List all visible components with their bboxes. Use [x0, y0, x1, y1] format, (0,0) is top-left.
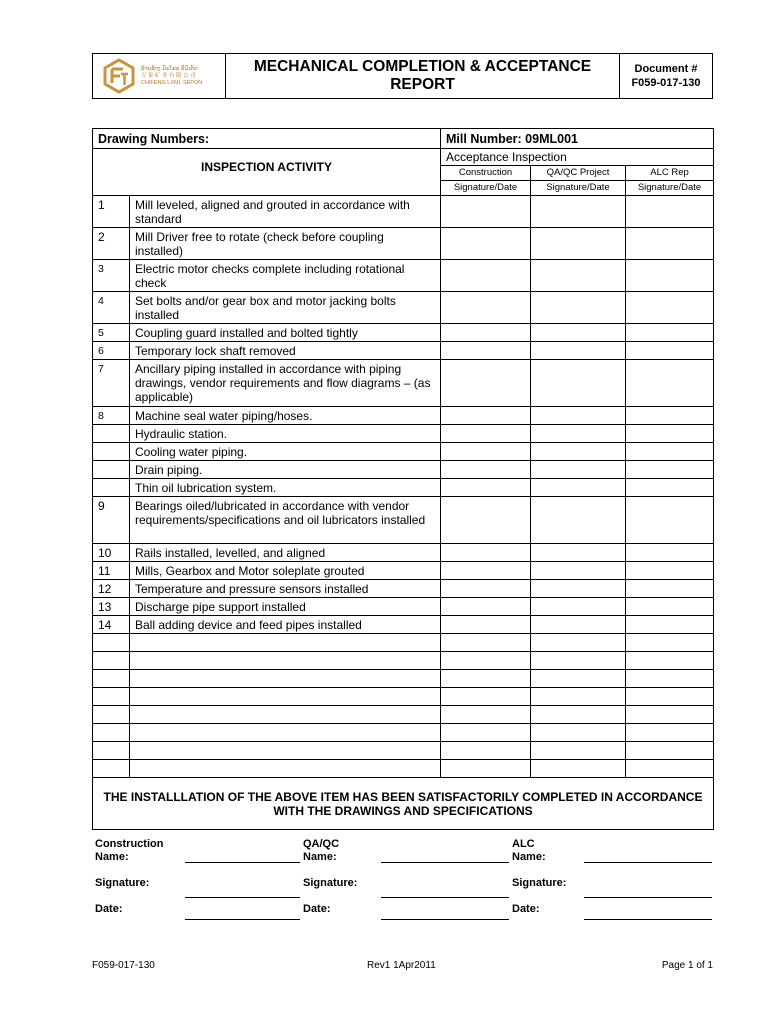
- qaqc-signature-cell[interactable]: [531, 688, 626, 706]
- alc-signature-cell[interactable]: [626, 562, 714, 580]
- qaqc-signoff-heading: QA/QC: [303, 838, 340, 850]
- alc-signature-cell[interactable]: [626, 670, 714, 688]
- item-text: Mill Driver free to rotate (check before coupling installed): [130, 228, 441, 260]
- title-line-2: REPORT: [390, 76, 455, 93]
- construction-signature-cell[interactable]: [441, 562, 531, 580]
- construction-signature-cell[interactable]: [441, 407, 531, 425]
- item-text: Rails installed, levelled, and aligned: [130, 544, 441, 562]
- completion-statement: THE INSTALLLATION OF THE ABOVE ITEM HAS BEEN SATISFACTORILY COMPLETED IN ACCORDANCE WITH THE DRAWINGS AND SPECIFICATIONS: [93, 778, 714, 830]
- alc-signature-cell[interactable]: [626, 228, 714, 260]
- table-row: [93, 497, 714, 544]
- acceptance-inspection-header: Acceptance Inspection: [441, 149, 714, 166]
- qaqc-signature-cell[interactable]: [531, 497, 626, 544]
- table-row: [93, 196, 714, 228]
- alc-signature-cell[interactable]: [626, 634, 714, 652]
- item-number: 1: [93, 196, 130, 228]
- construction-signature-label: Signature:: [95, 877, 150, 889]
- document-number-box: [620, 54, 712, 98]
- qaqc-signature-cell[interactable]: [531, 760, 626, 778]
- drawing-numbers-label: Drawing Numbers:: [93, 129, 441, 149]
- construction-name-line[interactable]: [185, 862, 300, 863]
- qaqc-signature-cell[interactable]: [531, 634, 626, 652]
- qaqc-date-label: Date:: [303, 903, 331, 915]
- alc-signature-cell[interactable]: [626, 324, 714, 342]
- construction-signature-cell[interactable]: [441, 360, 531, 407]
- item-number: 7: [93, 360, 130, 407]
- empty-item-cell[interactable]: [130, 742, 441, 760]
- table-row: [93, 342, 714, 360]
- item-text: Temporary lock shaft removed: [130, 342, 441, 360]
- construction-signature-cell[interactable]: [441, 634, 531, 652]
- alc-signature-cell[interactable]: [626, 260, 714, 292]
- alc-signature-label: Signature:: [512, 877, 567, 889]
- alc-signature-cell[interactable]: [626, 598, 714, 616]
- construction-signature-cell[interactable]: [441, 196, 531, 228]
- alc-name-line[interactable]: [584, 862, 712, 863]
- construction-signature-cell[interactable]: [441, 598, 531, 616]
- alc-signature-cell[interactable]: [626, 425, 714, 443]
- alc-signature-cell[interactable]: [626, 360, 714, 407]
- alc-signature-cell[interactable]: [626, 497, 714, 544]
- qaqc-signature-cell[interactable]: [531, 544, 626, 562]
- construction-signature-cell[interactable]: [441, 324, 531, 342]
- construction-name-label: Name:: [95, 851, 129, 863]
- col-alc-signature: Signature/Date: [626, 181, 714, 196]
- construction-signature-cell[interactable]: [441, 342, 531, 360]
- item-text: Electric motor checks complete including rotational check: [130, 260, 441, 292]
- item-number: 5: [93, 324, 130, 342]
- construction-signature-cell[interactable]: [441, 544, 531, 562]
- empty-item-cell[interactable]: [130, 760, 441, 778]
- col-alc-rep: ALC Rep: [626, 166, 714, 181]
- logo-text-english: CHIFENG LXML SEPON: [141, 79, 203, 86]
- item-text: Thin oil lubrication system.: [130, 479, 441, 497]
- alc-signature-cell[interactable]: [626, 652, 714, 670]
- qaqc-signature-cell[interactable]: [531, 670, 626, 688]
- item-text: Discharge pipe support installed: [130, 598, 441, 616]
- construction-signature-cell[interactable]: [441, 652, 531, 670]
- qaqc-signature-cell[interactable]: [531, 443, 626, 461]
- empty-table-row: [93, 688, 714, 706]
- item-text: Bearings oiled/lubricated in accordance with vendor requirements/specifications and oil lubricators installed: [130, 497, 441, 544]
- item-number: 2: [93, 228, 130, 260]
- construction-signature-cell[interactable]: [441, 443, 531, 461]
- item-text: Mill leveled, aligned and grouted in accordance with standard: [130, 196, 441, 228]
- empty-item-cell[interactable]: [130, 724, 441, 742]
- qaqc-signature-cell[interactable]: [531, 562, 626, 580]
- qaqc-signature-cell[interactable]: [531, 292, 626, 324]
- logo-text-lao: ລ້ານຊ້າງ ມິນໂຣລ ລີມິເຕັດ: [141, 65, 198, 72]
- alc-signature-cell[interactable]: [626, 342, 714, 360]
- item-number: [93, 461, 130, 479]
- qaqc-signature-cell[interactable]: [531, 228, 626, 260]
- table-row: [93, 544, 714, 562]
- alc-signature-cell[interactable]: [626, 461, 714, 479]
- construction-signature-cell[interactable]: [441, 742, 531, 760]
- qaqc-signature-cell[interactable]: [531, 598, 626, 616]
- company-logo-icon: [101, 58, 137, 94]
- item-number: [93, 425, 130, 443]
- footer-revision: Rev1 1Apr2011: [367, 960, 436, 971]
- item-text: Mills, Gearbox and Motor soleplate grouted: [130, 562, 441, 580]
- inspection-activity-header: INSPECTION ACTIVITY: [93, 149, 441, 196]
- qaqc-name-line[interactable]: [381, 862, 509, 863]
- document-number: F059-017-130: [631, 77, 701, 89]
- item-number: 8: [93, 407, 130, 425]
- qaqc-signature-cell[interactable]: [531, 260, 626, 292]
- table-row: [93, 425, 714, 443]
- table-row: [93, 324, 714, 342]
- construction-signature-line[interactable]: [185, 897, 300, 898]
- empty-table-row: [93, 724, 714, 742]
- qaqc-signature-cell[interactable]: [531, 360, 626, 407]
- alc-name-label: Name:: [512, 851, 546, 863]
- item-text: Coupling guard installed and bolted tightly: [130, 324, 441, 342]
- item-number: 14: [93, 616, 130, 634]
- alc-signature-cell[interactable]: [626, 292, 714, 324]
- empty-table-row: [93, 634, 714, 652]
- empty-table-row: [93, 760, 714, 778]
- alc-date-label: Date:: [512, 903, 540, 915]
- qaqc-date-line[interactable]: [381, 919, 509, 920]
- item-number: 13: [93, 598, 130, 616]
- table-row: [93, 407, 714, 425]
- empty-item-cell[interactable]: [130, 652, 441, 670]
- alc-signature-cell[interactable]: [626, 760, 714, 778]
- empty-table-row: [93, 652, 714, 670]
- qaqc-signature-cell[interactable]: [531, 461, 626, 479]
- item-number: 3: [93, 260, 130, 292]
- item-number: 12: [93, 580, 130, 598]
- construction-signature-cell[interactable]: [441, 479, 531, 497]
- construction-signature-cell[interactable]: [441, 461, 531, 479]
- item-number: 9: [93, 497, 130, 544]
- construction-signature-cell[interactable]: [441, 260, 531, 292]
- item-number: [93, 479, 130, 497]
- document-header: [92, 53, 713, 99]
- qaqc-signature-line[interactable]: [381, 897, 509, 898]
- qaqc-signature-cell[interactable]: [531, 742, 626, 760]
- item-text: Set bolts and/or gear box and motor jacking bolts installed: [130, 292, 441, 324]
- item-text: Ancillary piping installed in accordance with piping drawings, vendor requirements and flow diagrams – (as applicable): [130, 360, 441, 407]
- construction-signature-cell[interactable]: [441, 425, 531, 443]
- item-text: Temperature and pressure sensors installed: [130, 580, 441, 598]
- title-line-1: MECHANICAL COMPLETION & ACCEPTANCE: [253, 58, 592, 75]
- alc-signature-cell[interactable]: [626, 688, 714, 706]
- table-row: [93, 562, 714, 580]
- item-text: Cooling water piping.: [130, 443, 441, 461]
- item-number: 6: [93, 342, 130, 360]
- table-row: [93, 479, 714, 497]
- construction-signoff-heading: Construction: [95, 838, 164, 850]
- logo-area: [93, 54, 226, 98]
- item-text: Hydraulic station.: [130, 425, 441, 443]
- table-row: [93, 461, 714, 479]
- logo-text: [141, 66, 202, 87]
- alc-signature-cell[interactable]: [626, 580, 714, 598]
- construction-signature-cell[interactable]: [441, 760, 531, 778]
- qaqc-signature-cell[interactable]: [531, 616, 626, 634]
- qaqc-signature-label: Signature:: [303, 877, 358, 889]
- table-row: [93, 228, 714, 260]
- item-text: Ball adding device and feed pipes installed: [130, 616, 441, 634]
- construction-signature-cell[interactable]: [441, 228, 531, 260]
- empty-item-cell[interactable]: [130, 634, 441, 652]
- qaqc-signature-cell[interactable]: [531, 196, 626, 228]
- construction-date-line[interactable]: [185, 919, 300, 920]
- qaqc-signature-cell[interactable]: [531, 407, 626, 425]
- empty-item-cell[interactable]: [130, 670, 441, 688]
- alc-signature-cell[interactable]: [626, 742, 714, 760]
- item-text: Drain piping.: [130, 461, 441, 479]
- item-number: 10: [93, 544, 130, 562]
- inspection-table: [92, 128, 714, 830]
- alc-signature-cell[interactable]: [626, 196, 714, 228]
- construction-signature-cell[interactable]: [441, 616, 531, 634]
- construction-signature-cell[interactable]: [441, 497, 531, 544]
- qaqc-signature-cell[interactable]: [531, 580, 626, 598]
- item-number: 4: [93, 292, 130, 324]
- construction-signature-cell[interactable]: [441, 670, 531, 688]
- empty-item-cell[interactable]: [130, 688, 441, 706]
- item-number: 11: [93, 562, 130, 580]
- alc-signature-cell[interactable]: [626, 616, 714, 634]
- col-construction-signature: Signature/Date: [441, 181, 531, 196]
- qaqc-signature-cell[interactable]: [531, 342, 626, 360]
- item-number: [93, 443, 130, 461]
- document-number-label: Document #: [634, 63, 698, 75]
- table-row: [93, 443, 714, 461]
- construction-signature-cell[interactable]: [441, 292, 531, 324]
- qaqc-name-label: Name:: [303, 851, 337, 863]
- table-row: [93, 260, 714, 292]
- footer-page-number: Page 1 of 1: [661, 960, 713, 971]
- col-construction: Construction: [441, 166, 531, 181]
- construction-date-label: Date:: [95, 903, 123, 915]
- construction-signature-cell[interactable]: [441, 688, 531, 706]
- alc-signature-line[interactable]: [584, 897, 712, 898]
- col-qaqc-signature: Signature/Date: [531, 181, 626, 196]
- table-row: [93, 616, 714, 634]
- empty-table-row: [93, 742, 714, 760]
- mill-number-label: Mill Number: 09ML001: [441, 129, 714, 149]
- table-row: [93, 292, 714, 324]
- construction-signature-cell[interactable]: [441, 706, 531, 724]
- alc-signature-cell[interactable]: [626, 443, 714, 461]
- qaqc-signature-cell[interactable]: [531, 724, 626, 742]
- alc-signature-cell[interactable]: [626, 407, 714, 425]
- logo-text-chinese: 万 象 矿 业 有 限 公 司: [141, 72, 196, 79]
- footer-document-number: F059-017-130: [92, 960, 155, 971]
- table-row: [93, 360, 714, 407]
- alc-signature-cell[interactable]: [626, 479, 714, 497]
- item-text: Machine seal water piping/hoses.: [130, 407, 441, 425]
- alc-date-line[interactable]: [584, 919, 712, 920]
- qaqc-signature-cell[interactable]: [531, 706, 626, 724]
- alc-signature-cell[interactable]: [626, 724, 714, 742]
- col-qaqc-project: QA/QC Project: [531, 166, 626, 181]
- document-title: [226, 54, 620, 98]
- empty-table-row: [93, 670, 714, 688]
- alc-signoff-heading: ALC: [512, 838, 535, 850]
- alc-signature-cell[interactable]: [626, 544, 714, 562]
- qaqc-signature-cell[interactable]: [531, 324, 626, 342]
- qaqc-signature-cell[interactable]: [531, 425, 626, 443]
- construction-signature-cell[interactable]: [441, 580, 531, 598]
- construction-signature-cell[interactable]: [441, 724, 531, 742]
- empty-table-row: [93, 706, 714, 724]
- qaqc-signature-cell[interactable]: [531, 652, 626, 670]
- alc-signature-cell[interactable]: [626, 706, 714, 724]
- qaqc-signature-cell[interactable]: [531, 479, 626, 497]
- table-row: [93, 580, 714, 598]
- table-row: [93, 598, 714, 616]
- empty-item-cell[interactable]: [130, 706, 441, 724]
